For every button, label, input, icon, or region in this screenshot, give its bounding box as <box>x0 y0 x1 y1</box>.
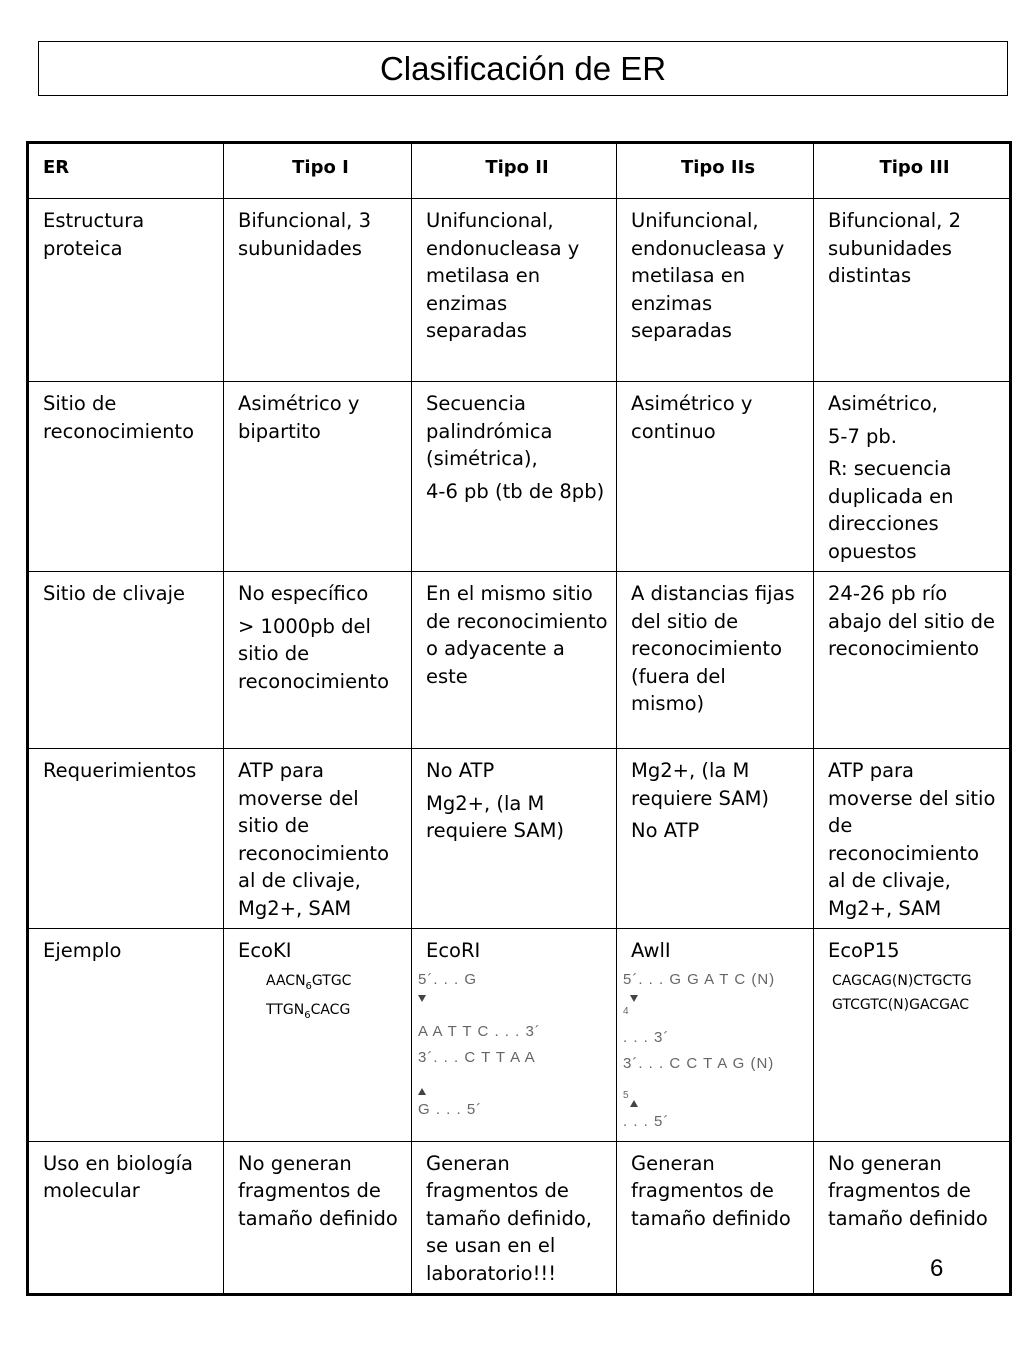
header-row <box>28 143 1011 199</box>
row-label: Ejemplo <box>28 929 224 1142</box>
cell-text: > 1000pb del sitio de reconocimiento <box>238 614 390 693</box>
cut-site-icon <box>418 995 426 1002</box>
ecoki-sequence <box>238 969 403 1029</box>
enzyme-name: EcoP15 <box>828 939 900 962</box>
cell-text: Bifuncional, 3 subunidades <box>238 209 371 260</box>
awli-sequence <box>623 967 805 1135</box>
table-cell <box>412 929 617 1142</box>
cell-text: No generan fragmentos de tamaño definido <box>828 1151 988 1230</box>
table-cell <box>412 382 617 572</box>
table-row <box>28 929 1011 1142</box>
row-label: Estructura proteica <box>28 199 224 382</box>
cell-text: Generan fragmentos de tamaño definido <box>631 1151 791 1230</box>
table-cell <box>617 1141 814 1295</box>
enzyme-name: EcoKI <box>238 939 292 962</box>
row-label: Sitio de clivaje <box>28 572 224 749</box>
title-box <box>38 41 1008 96</box>
cell-text: Unifuncional, endonucleasa y metilasa en enzimas separadas <box>426 209 580 342</box>
row-label: Uso en biología molecular <box>28 1141 224 1295</box>
table-cell <box>224 572 412 749</box>
er-classification-table <box>26 141 1012 1296</box>
cell-text: Generan fragmentos de tamaño definido, se usan en el laboratorio!!! <box>426 1151 592 1285</box>
sequence-line: $AACN_6GTGC$ <box>266 972 352 992</box>
sequence-line: 3´. . . C T T A A G . . . 5´ <box>418 1048 536 1118</box>
table-cell <box>224 199 412 382</box>
table-cell <box>224 382 412 572</box>
table-cell <box>412 572 617 749</box>
enzyme-name: EcoRI <box>426 939 481 962</box>
table-row <box>28 1141 1011 1295</box>
cell-text: Secuencia palindrómica (simétrica), <box>426 392 553 470</box>
cell-text: 24-26 pb río abajo del sitio de reconocimiento <box>828 582 995 660</box>
cell-text: No generan fragmentos de tamaño definido <box>238 1151 398 1230</box>
sequence-line: GTCGTC(N)GACGAC <box>832 996 970 1013</box>
cell-text: Unifuncional, endonucleasa y metilasa en enzimas separadas <box>631 209 785 342</box>
table-cell <box>814 572 1011 749</box>
table-row <box>28 572 1011 749</box>
ecop15-sequence <box>828 969 1001 1017</box>
table-cell <box>224 929 412 1142</box>
sequence-line: 5´. . . G A A T T C . . . 3´ <box>418 970 541 1040</box>
sequence-line: CAGCAG(N)CTGCTG <box>832 972 972 989</box>
page-number: 6 <box>930 1255 944 1282</box>
cut-site-icon <box>418 1088 426 1095</box>
cell-text: Mg2+, (la M requiere SAM) <box>426 791 565 842</box>
table-cell <box>814 199 1011 382</box>
table-cell <box>412 749 617 929</box>
table-cell <box>814 749 1011 929</box>
table-cell <box>224 749 412 929</box>
enzyme-name: AwlI <box>631 939 671 962</box>
header-tipo-iis: Tipo IIs <box>617 143 814 199</box>
table-cell <box>814 929 1011 1142</box>
cell-text: Asimétrico, <box>828 392 938 415</box>
header-er: ER <box>28 143 224 199</box>
cell-text: ATP para moverse del sitio de reconocimiento al de clivaje, Mg2+, SAM <box>238 759 390 920</box>
sequence-line: $TTGN_6CACG$ <box>266 1002 351 1022</box>
table-cell <box>617 382 814 572</box>
table-cell <box>617 749 814 929</box>
table-cell <box>412 1141 617 1295</box>
cell-text: A distancias fijas del sitio de reconocimiento (fuera del mismo) <box>631 582 795 715</box>
table-row <box>28 199 1011 382</box>
table-cell <box>617 199 814 382</box>
cell-text: ATP para moverse del sitio de reconocimiento al de clivaje, Mg2+, SAM <box>828 759 996 920</box>
cell-text: No específico <box>238 582 369 605</box>
cell-text: No ATP <box>426 759 495 782</box>
cell-text: 4-6 pb (tb de 8pb) <box>426 479 605 503</box>
table-row <box>28 382 1011 572</box>
header-tipo-ii: Tipo II <box>412 143 617 199</box>
table-cell <box>814 1141 1011 1295</box>
table-cell <box>224 1141 412 1295</box>
header-tipo-i: Tipo I <box>224 143 412 199</box>
cell-text: Asimétrico y continuo <box>631 392 753 443</box>
cell-text: No ATP <box>631 819 700 842</box>
ecori-sequence <box>418 967 608 1123</box>
cell-text: Mg2+, (la M requiere SAM) <box>631 759 770 810</box>
table-cell <box>617 572 814 749</box>
cell-text: Bifuncional, 2 subunidades distintas <box>828 209 961 287</box>
cell-text: R: secuencia duplicada en direcciones opuestos <box>828 457 954 563</box>
table-row <box>28 749 1011 929</box>
row-label: Sitio de reconocimiento <box>28 382 224 572</box>
table-cell <box>412 199 617 382</box>
cut-site-icon <box>630 995 638 1002</box>
cell-text: Asimétrico y bipartito <box>238 392 360 443</box>
sequence-line: 3´. . . C C T A G (N) $_5$ . . . 5´ <box>623 1054 775 1130</box>
table-cell <box>814 382 1011 572</box>
cut-site-icon <box>630 1100 638 1107</box>
cell-text: 5-7 pb. <box>828 424 898 448</box>
table-cell <box>617 929 814 1142</box>
page-title: Clasificación de ER <box>379 49 667 87</box>
row-label: Requerimientos <box>28 749 224 929</box>
cell-text: En el mismo sitio de reconocimiento o adyacente a este <box>426 582 608 688</box>
header-tipo-iii: Tipo III <box>814 143 1011 199</box>
sequence-line: 5´. . . G G A T C (N) $_4$ . . . 3´ <box>623 970 776 1046</box>
